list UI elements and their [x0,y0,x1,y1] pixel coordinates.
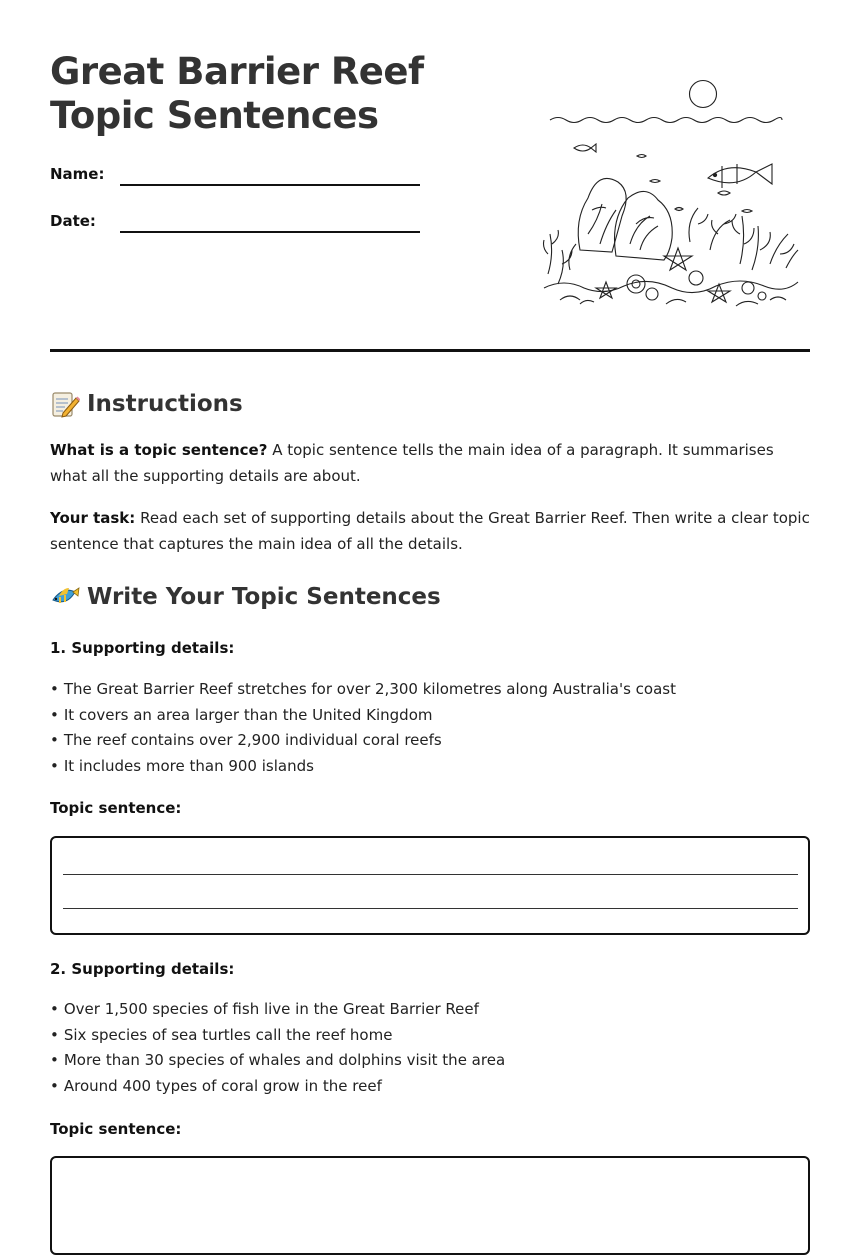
definition-text: A topic sentence tells the main idea of a paragraph. It summarises what all the supporting details are about. [50,441,774,485]
list-item: • It includes more than 900 islands [50,754,810,780]
practice-heading-text: Write Your Topic Sentences [87,584,441,610]
definition-lead: What is a topic sentence? [50,441,268,459]
practice-heading [50,582,441,612]
memo-pencil-icon [50,389,80,419]
name-label: Name: [50,165,105,183]
item-2-answer-label: Topic sentence: [50,1120,182,1138]
tropical-fish-icon [50,582,80,612]
name-field[interactable] [50,165,430,189]
instructions-heading-text: Instructions [87,391,243,417]
item-2-answer-box[interactable] [50,1156,810,1255]
topic-sentence-definition [50,437,810,489]
name-write-line[interactable] [120,184,420,186]
answer-write-line[interactable] [63,908,798,909]
item-2-label: 2. Supporting details: [50,960,235,978]
list-item: • It covers an area larger than the United Kingdom [50,703,810,729]
instructions-heading [50,389,243,419]
date-label: Date: [50,212,96,230]
small-fish-icons [574,144,752,213]
list-item: • Over 1,500 species of fish live in the Great Barrier Reef [50,997,810,1023]
item-2-details [50,997,810,1100]
item-1-label: 1. Supporting details: [50,639,235,657]
list-item: • Around 400 types of coral grow in the reef [50,1074,810,1100]
coral-reef-illustration [540,74,802,320]
coral-formations [544,178,799,306]
item-1-answer-label: Topic sentence: [50,799,182,817]
item-1-answer-box[interactable] [50,836,810,935]
answer-write-line[interactable] [63,874,798,875]
item-1-details [50,677,810,780]
list-item: • Six species of sea turtles call the reef home [50,1023,810,1049]
date-write-line[interactable] [120,231,420,233]
list-item: • The reef contains over 2,900 individual coral reefs [50,728,810,754]
task-description [50,505,810,557]
task-text: Read each set of supporting details about the Great Barrier Reef. Then write a clear topic sentence that captures the main idea of all the details. [50,509,810,553]
list-item: • More than 30 species of whales and dolphins visit the area [50,1048,810,1074]
clownfish-icon [708,164,772,188]
header-divider [50,349,810,352]
list-item: • The Great Barrier Reef stretches for over 2,300 kilometres along Australia's coast [50,677,810,703]
date-field[interactable] [50,212,430,236]
page-title: Great Barrier Reef Topic Sentences [50,50,424,137]
task-lead: Your task: [50,509,136,527]
